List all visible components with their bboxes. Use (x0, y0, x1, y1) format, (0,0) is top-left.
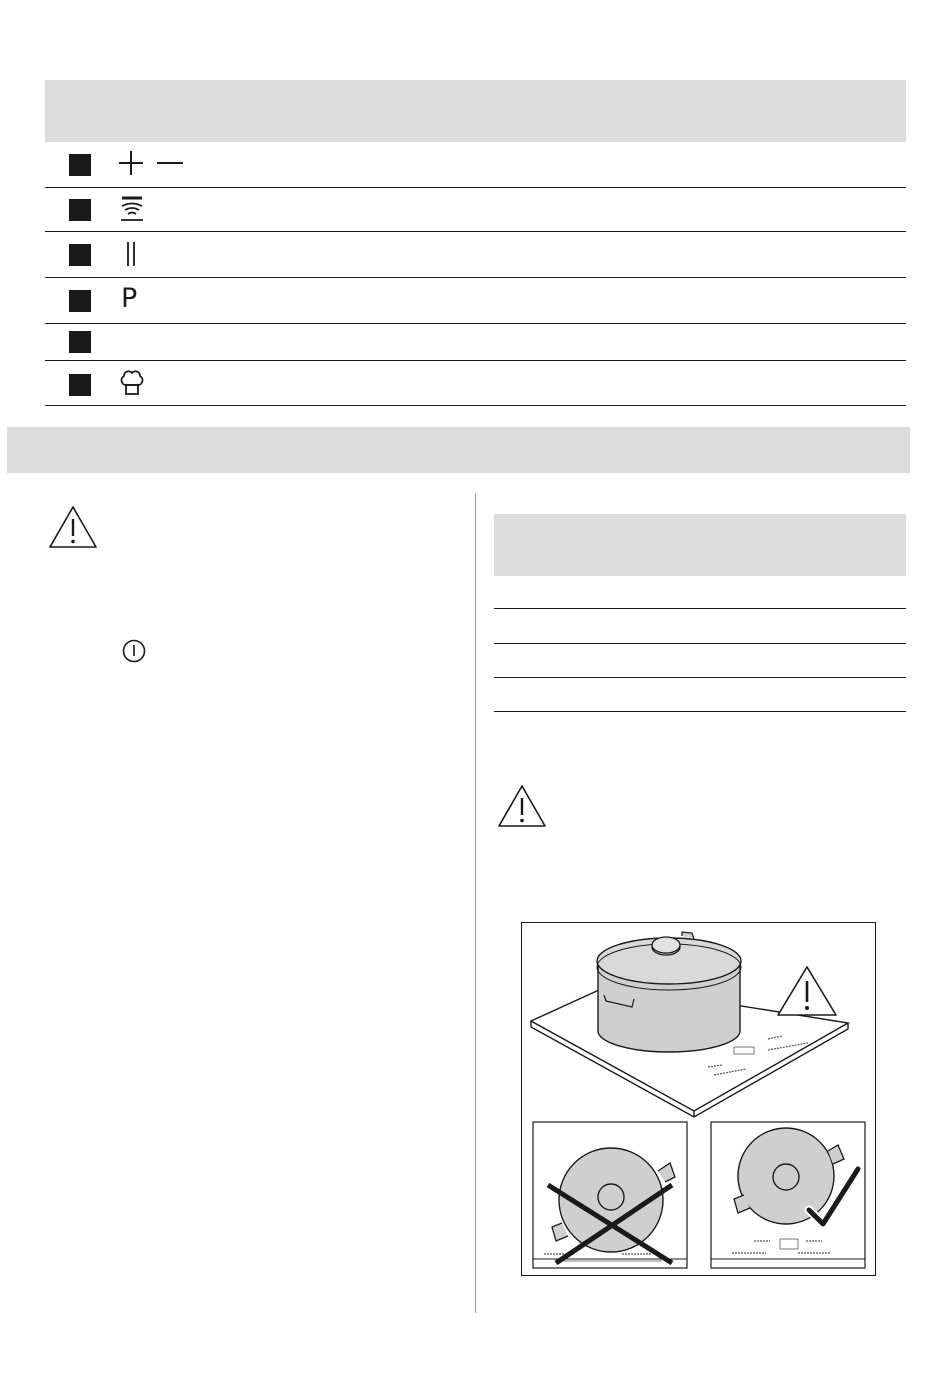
chef-hat-icon (119, 369, 145, 397)
pause-icon (124, 241, 138, 267)
row-divider (494, 643, 906, 644)
plus-minus-icon (117, 150, 187, 178)
hob-to-hood-icon (119, 195, 145, 223)
bullet-square (69, 374, 91, 396)
warning-icon (497, 784, 547, 828)
row-divider (494, 711, 906, 712)
bullet-square (69, 290, 91, 312)
warning-icon (48, 505, 98, 549)
bullet-square (69, 199, 91, 221)
row-divider (45, 405, 906, 406)
cookware-illustration (521, 922, 876, 1276)
row-divider (45, 360, 906, 361)
row-divider (45, 187, 906, 188)
row-divider (45, 231, 906, 232)
bullet-square (69, 244, 91, 266)
bullet-square (69, 331, 91, 353)
power-on-off-icon (121, 638, 147, 664)
row-divider (494, 677, 906, 678)
section-header-bar (7, 427, 910, 473)
table-header-bar (45, 80, 906, 142)
power-boost-label: P (121, 283, 138, 314)
power-boost-icon (121, 283, 137, 315)
subtable-header-bar (494, 514, 906, 576)
row-divider (45, 323, 906, 324)
row-divider (494, 608, 906, 609)
bullet-square (69, 154, 91, 176)
row-divider (45, 277, 906, 278)
column-divider (475, 493, 476, 1313)
